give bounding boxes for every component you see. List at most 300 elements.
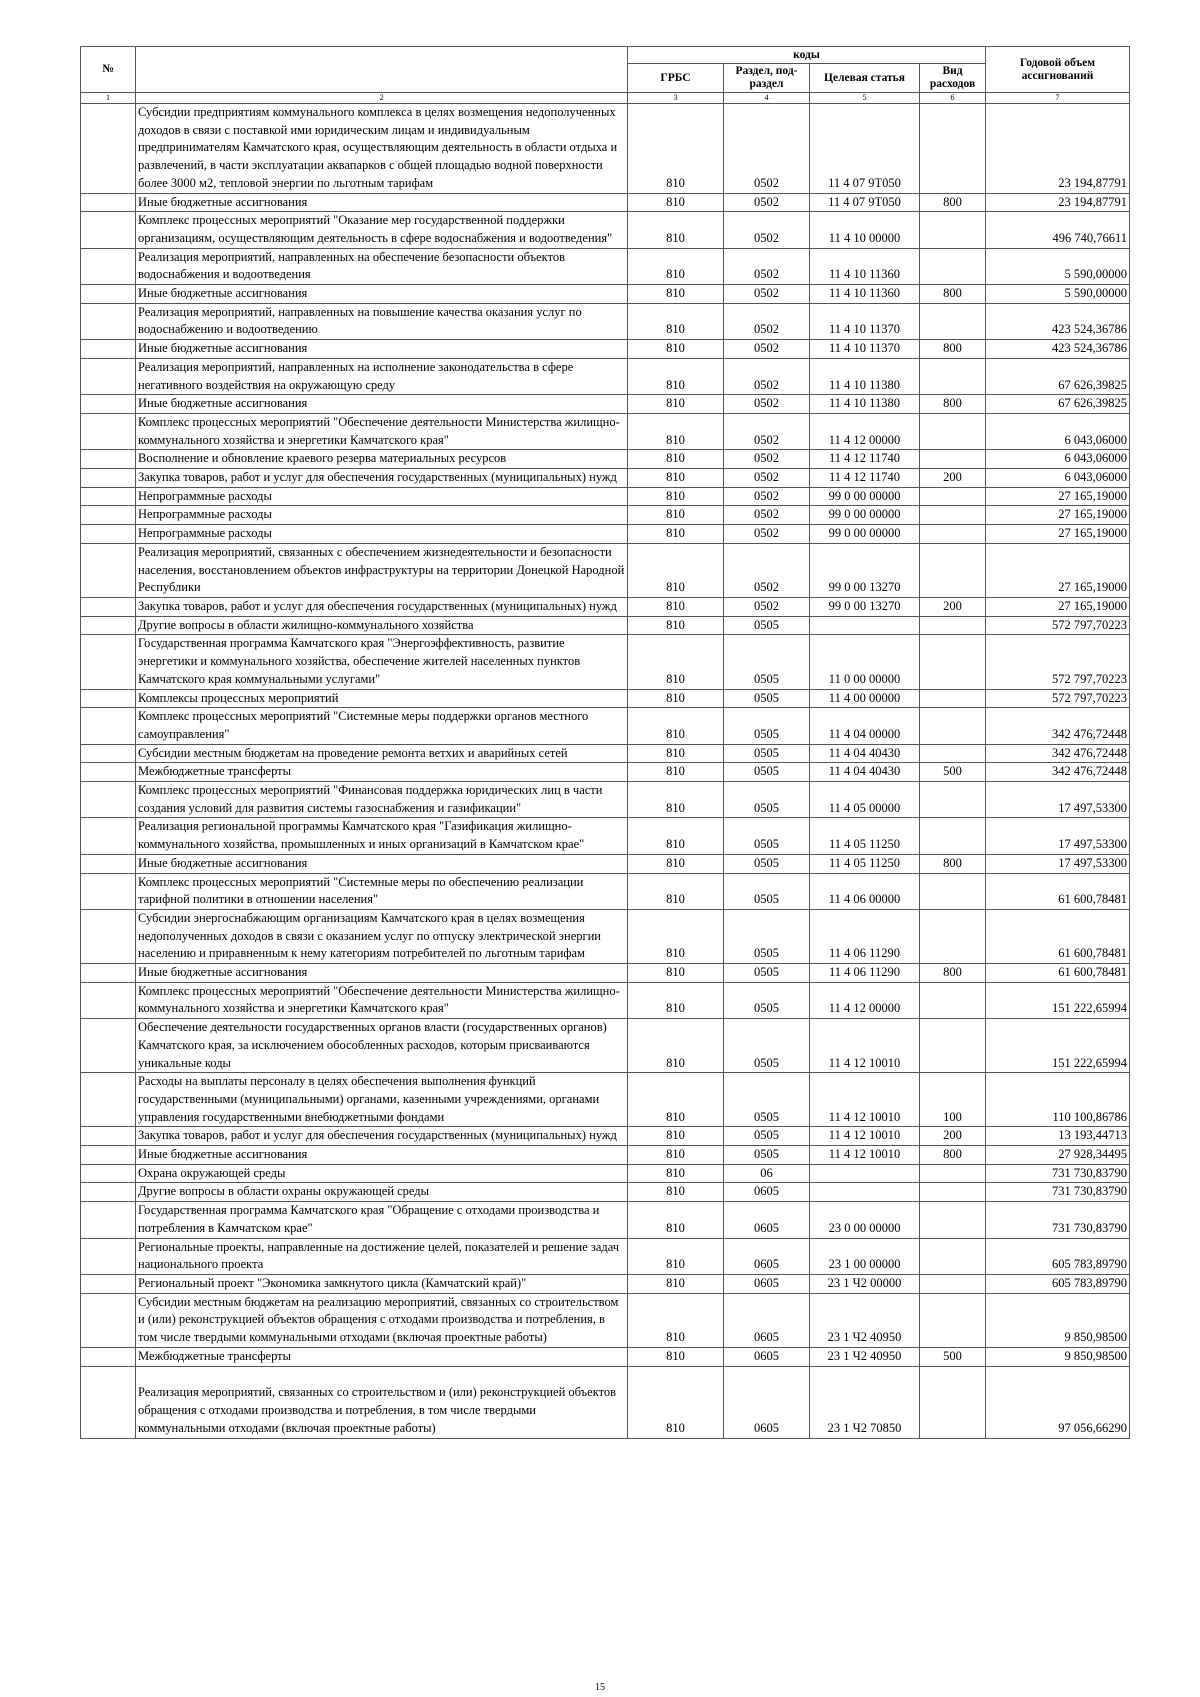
colnum-4: 4 <box>724 93 810 104</box>
cell-volume: 27 165,19000 <box>986 525 1130 544</box>
cell-razdel: 0502 <box>724 450 810 469</box>
cell-number <box>81 469 136 488</box>
cell-number <box>81 873 136 909</box>
table-row <box>81 873 1130 909</box>
cell-razdel: 0502 <box>724 358 810 394</box>
cell-vid <box>920 982 986 1018</box>
cell-celevaya: 99 0 00 00000 <box>810 506 920 525</box>
cell-volume: 9 850,98500 <box>986 1293 1130 1347</box>
colnum-7: 7 <box>986 93 1130 104</box>
cell-volume: 27 928,34495 <box>986 1146 1130 1165</box>
cell-grbs: 810 <box>628 340 724 359</box>
cell-grbs: 810 <box>628 248 724 284</box>
header-vid: Вид расходов <box>920 64 986 93</box>
cell-celevaya: 11 4 05 00000 <box>810 782 920 818</box>
cell-vid <box>920 1019 986 1073</box>
cell-celevaya: 99 0 00 13270 <box>810 543 920 597</box>
cell-name: Непрограммные расходы <box>136 506 628 525</box>
table-row <box>81 708 1130 744</box>
cell-number <box>81 525 136 544</box>
cell-volume: 17 497,53300 <box>986 818 1130 854</box>
cell-celevaya: 99 0 00 00000 <box>810 487 920 506</box>
cell-name: Восполнение и обновление краевого резерва материальных ресурсов <box>136 450 628 469</box>
cell-volume: 731 730,83790 <box>986 1164 1130 1183</box>
cell-name: Иные бюджетные ассигнования <box>136 854 628 873</box>
cell-vid <box>920 487 986 506</box>
cell-razdel: 0605 <box>724 1238 810 1274</box>
cell-volume: 27 165,19000 <box>986 487 1130 506</box>
table-row <box>81 763 1130 782</box>
cell-vid <box>920 635 986 689</box>
cell-celevaya: 11 4 12 10010 <box>810 1127 920 1146</box>
cell-razdel: 0502 <box>724 248 810 284</box>
cell-vid <box>920 873 986 909</box>
cell-grbs: 810 <box>628 487 724 506</box>
cell-razdel: 0505 <box>724 982 810 1018</box>
cell-volume: 572 797,70223 <box>986 689 1130 708</box>
cell-name: Расходы на выплаты персоналу в целях обеспечения выполнения функций государственными (муниципальными) органами, казенными учреждениями, органами управления государственными внебюджетными фондами <box>136 1073 628 1127</box>
cell-razdel: 0505 <box>724 1127 810 1146</box>
header-grbs: ГРБС <box>628 64 724 93</box>
cell-vid <box>920 248 986 284</box>
table-row <box>81 1202 1130 1238</box>
header-name <box>136 47 628 93</box>
table-row <box>81 193 1130 212</box>
cell-volume: 423 524,36786 <box>986 340 1130 359</box>
cell-vid <box>920 1183 986 1202</box>
table-row <box>81 616 1130 635</box>
cell-number <box>81 1164 136 1183</box>
cell-grbs: 810 <box>628 597 724 616</box>
cell-celevaya <box>810 1183 920 1202</box>
cell-vid <box>920 1202 986 1238</box>
table-row <box>81 635 1130 689</box>
cell-celevaya: 11 4 12 10010 <box>810 1146 920 1165</box>
cell-name: Комплекс процессных мероприятий "Обеспечение деятельности Министерства жилищно-коммунального хозяйства и энергетики Камчатского края" <box>136 982 628 1018</box>
cell-grbs: 810 <box>628 395 724 414</box>
cell-celevaya: 11 4 06 11290 <box>810 909 920 963</box>
cell-vid: 500 <box>920 763 986 782</box>
cell-celevaya: 11 4 07 9Т050 <box>810 104 920 194</box>
cell-name: Реализация мероприятий, связанных со строительством и (или) реконструкцией объектов обращения с отходами производства и потребления, в том числе твердыми коммунальными отходами (включая проектные работы) <box>136 1366 628 1438</box>
cell-grbs: 810 <box>628 782 724 818</box>
header-razdel: Раздел, под-раздел <box>724 64 810 93</box>
cell-name: Иные бюджетные ассигнования <box>136 340 628 359</box>
cell-grbs: 810 <box>628 285 724 304</box>
cell-number <box>81 506 136 525</box>
cell-razdel: 0505 <box>724 708 810 744</box>
cell-number <box>81 1366 136 1438</box>
cell-volume: 151 222,65994 <box>986 1019 1130 1073</box>
cell-celevaya: 11 4 04 40430 <box>810 744 920 763</box>
cell-volume: 27 165,19000 <box>986 543 1130 597</box>
cell-volume: 151 222,65994 <box>986 982 1130 1018</box>
cell-name: Реализация мероприятий, направленных на повышение качества оказания услуг по водоснабжению и водоотведению <box>136 303 628 339</box>
cell-razdel: 0605 <box>724 1202 810 1238</box>
cell-number <box>81 782 136 818</box>
cell-celevaya: 23 1 Ч2 40950 <box>810 1347 920 1366</box>
cell-number <box>81 616 136 635</box>
cell-grbs: 810 <box>628 525 724 544</box>
table-row <box>81 506 1130 525</box>
cell-vid: 200 <box>920 469 986 488</box>
cell-name: Иные бюджетные ассигнования <box>136 964 628 983</box>
table-row <box>81 818 1130 854</box>
cell-grbs: 810 <box>628 104 724 194</box>
cell-number <box>81 982 136 1018</box>
cell-number <box>81 1238 136 1274</box>
cell-name: Реализация мероприятий, направленных на исполнение законодательства в сфере негативного воздействия на окружающую среду <box>136 358 628 394</box>
cell-volume: 496 740,76611 <box>986 212 1130 248</box>
table-row <box>81 782 1130 818</box>
cell-vid: 200 <box>920 1127 986 1146</box>
cell-grbs: 810 <box>628 212 724 248</box>
cell-razdel: 0605 <box>724 1275 810 1294</box>
cell-grbs: 810 <box>628 1347 724 1366</box>
table-row <box>81 248 1130 284</box>
cell-razdel: 0605 <box>724 1366 810 1438</box>
cell-grbs: 810 <box>628 469 724 488</box>
table-body <box>81 104 1130 1439</box>
cell-razdel: 06 <box>724 1164 810 1183</box>
cell-name: Закупка товаров, работ и услуг для обеспечения государственных (муниципальных) нужд <box>136 597 628 616</box>
cell-volume: 6 043,06000 <box>986 450 1130 469</box>
cell-razdel: 0505 <box>724 1019 810 1073</box>
cell-celevaya: 11 4 10 00000 <box>810 212 920 248</box>
cell-razdel: 0502 <box>724 212 810 248</box>
cell-celevaya: 11 4 04 40430 <box>810 763 920 782</box>
cell-vid: 800 <box>920 854 986 873</box>
cell-vid <box>920 104 986 194</box>
cell-number <box>81 635 136 689</box>
cell-vid: 800 <box>920 395 986 414</box>
cell-vid <box>920 1275 986 1294</box>
cell-celevaya: 11 4 10 11360 <box>810 248 920 284</box>
cell-celevaya: 11 4 10 11380 <box>810 358 920 394</box>
cell-grbs: 810 <box>628 1019 724 1073</box>
cell-grbs: 810 <box>628 413 724 449</box>
cell-grbs: 810 <box>628 1164 724 1183</box>
cell-number <box>81 1347 136 1366</box>
table-row <box>81 964 1130 983</box>
cell-volume: 61 600,78481 <box>986 964 1130 983</box>
cell-volume: 731 730,83790 <box>986 1183 1130 1202</box>
header-codes: коды <box>628 47 986 64</box>
cell-grbs: 810 <box>628 689 724 708</box>
cell-vid: 800 <box>920 964 986 983</box>
cell-razdel: 0505 <box>724 818 810 854</box>
cell-razdel: 0502 <box>724 506 810 525</box>
cell-grbs: 810 <box>628 1366 724 1438</box>
colnum-6: 6 <box>920 93 986 104</box>
cell-grbs: 810 <box>628 909 724 963</box>
cell-vid <box>920 450 986 469</box>
cell-razdel: 0502 <box>724 525 810 544</box>
cell-grbs: 810 <box>628 1238 724 1274</box>
cell-vid <box>920 543 986 597</box>
cell-name: Закупка товаров, работ и услуг для обеспечения государственных (муниципальных) нужд <box>136 1127 628 1146</box>
table-row <box>81 413 1130 449</box>
cell-vid: 100 <box>920 1073 986 1127</box>
cell-celevaya: 23 1 00 00000 <box>810 1238 920 1274</box>
cell-razdel: 0502 <box>724 487 810 506</box>
cell-volume: 342 476,72448 <box>986 744 1130 763</box>
cell-celevaya: 23 1 Ч2 00000 <box>810 1275 920 1294</box>
cell-razdel: 0502 <box>724 543 810 597</box>
cell-vid <box>920 358 986 394</box>
cell-vid: 500 <box>920 1347 986 1366</box>
cell-volume: 23 194,87791 <box>986 104 1130 194</box>
cell-name: Обеспечение деятельности государственных органов власти (государственных органов) Камчатского края, за исключением обособленных расходов, которым присваиваются уникальные коды <box>136 1019 628 1073</box>
cell-name: Реализация региональной программы Камчатского края "Газификация жилищно-коммунального хозяйства, промышленных и иных организаций в Камчатском крае" <box>136 818 628 854</box>
cell-vid: 200 <box>920 597 986 616</box>
cell-number <box>81 193 136 212</box>
cell-number <box>81 1202 136 1238</box>
cell-number <box>81 212 136 248</box>
colnum-3: 3 <box>628 93 724 104</box>
cell-volume: 605 783,89790 <box>986 1238 1130 1274</box>
cell-volume: 27 165,19000 <box>986 506 1130 525</box>
cell-grbs: 810 <box>628 1183 724 1202</box>
colnum-1: 1 <box>81 93 136 104</box>
cell-razdel: 0505 <box>724 635 810 689</box>
cell-volume: 6 043,06000 <box>986 469 1130 488</box>
cell-razdel: 0505 <box>724 689 810 708</box>
cell-grbs: 810 <box>628 1146 724 1165</box>
cell-razdel: 0605 <box>724 1293 810 1347</box>
cell-number <box>81 763 136 782</box>
cell-grbs: 810 <box>628 873 724 909</box>
cell-number <box>81 285 136 304</box>
cell-vid <box>920 525 986 544</box>
cell-celevaya <box>810 1164 920 1183</box>
cell-number <box>81 1146 136 1165</box>
cell-grbs: 810 <box>628 818 724 854</box>
cell-volume: 5 590,00000 <box>986 285 1130 304</box>
cell-celevaya: 23 0 00 00000 <box>810 1202 920 1238</box>
cell-number <box>81 909 136 963</box>
cell-razdel: 0605 <box>724 1347 810 1366</box>
cell-vid <box>920 1238 986 1274</box>
cell-name: Другие вопросы в области жилищно-коммунального хозяйства <box>136 616 628 635</box>
cell-grbs: 810 <box>628 450 724 469</box>
cell-vid: 800 <box>920 193 986 212</box>
cell-celevaya: 11 4 12 00000 <box>810 413 920 449</box>
table-row <box>81 1127 1130 1146</box>
cell-volume: 17 497,53300 <box>986 782 1130 818</box>
cell-grbs: 810 <box>628 616 724 635</box>
cell-volume: 61 600,78481 <box>986 909 1130 963</box>
cell-volume: 572 797,70223 <box>986 616 1130 635</box>
table-row <box>81 744 1130 763</box>
cell-number <box>81 303 136 339</box>
cell-vid <box>920 744 986 763</box>
cell-volume: 27 165,19000 <box>986 597 1130 616</box>
cell-razdel: 0502 <box>724 193 810 212</box>
cell-grbs: 810 <box>628 193 724 212</box>
cell-name: Субсидии энергоснабжающим организациям Камчатского края в целях возмещения недополученных доходов в связи с оказанием услуг по отпуску электрической энергии населению и приравненным к нему категориям потребителей по льготным тарифам <box>136 909 628 963</box>
cell-celevaya: 99 0 00 00000 <box>810 525 920 544</box>
cell-volume: 97 056,66290 <box>986 1366 1130 1438</box>
cell-celevaya: 11 4 12 11740 <box>810 450 920 469</box>
cell-grbs: 810 <box>628 1293 724 1347</box>
table-row <box>81 450 1130 469</box>
table-row <box>81 1183 1130 1202</box>
header-volume: Годовой объем ассигнований <box>986 47 1130 93</box>
cell-volume: 67 626,39825 <box>986 395 1130 414</box>
cell-vid <box>920 1164 986 1183</box>
cell-name: Региональные проекты, направленные на достижение целей, показателей и решение задач национального проекта <box>136 1238 628 1274</box>
cell-razdel: 0505 <box>724 616 810 635</box>
cell-razdel: 0502 <box>724 413 810 449</box>
cell-razdel: 0502 <box>724 340 810 359</box>
cell-volume: 572 797,70223 <box>986 635 1130 689</box>
cell-name: Другие вопросы в области охраны окружающей среды <box>136 1183 628 1202</box>
page-number: 15 <box>595 1682 605 1693</box>
cell-vid: 800 <box>920 340 986 359</box>
cell-razdel: 0505 <box>724 873 810 909</box>
table-row <box>81 1146 1130 1165</box>
cell-name: Иные бюджетные ассигнования <box>136 285 628 304</box>
cell-name: Иные бюджетные ассигнования <box>136 1146 628 1165</box>
cell-celevaya: 99 0 00 13270 <box>810 597 920 616</box>
budget-table <box>80 46 1130 1439</box>
cell-volume: 17 497,53300 <box>986 854 1130 873</box>
cell-grbs: 810 <box>628 982 724 1018</box>
table-row <box>81 303 1130 339</box>
cell-celevaya: 11 4 04 00000 <box>810 708 920 744</box>
cell-razdel: 0502 <box>724 303 810 339</box>
colnum-5: 5 <box>810 93 920 104</box>
cell-vid <box>920 782 986 818</box>
cell-number <box>81 104 136 194</box>
cell-name: Охрана окружающей среды <box>136 1164 628 1183</box>
cell-vid <box>920 689 986 708</box>
cell-number <box>81 708 136 744</box>
cell-vid <box>920 909 986 963</box>
cell-name: Субсидии местным бюджетам на реализацию мероприятий, связанных со строительством и (или) реконструкцией объектов обращения с отходами производства и потребления, в том числе твердыми коммунальными отходами (включая проектные работы) <box>136 1293 628 1347</box>
cell-celevaya: 11 4 06 00000 <box>810 873 920 909</box>
cell-name: Непрограммные расходы <box>136 525 628 544</box>
cell-name: Непрограммные расходы <box>136 487 628 506</box>
cell-name: Комплекс процессных мероприятий "Системные меры по обеспечению реализации тарифной политики в отношении населения" <box>136 873 628 909</box>
cell-number <box>81 487 136 506</box>
cell-number <box>81 1183 136 1202</box>
table-row <box>81 395 1130 414</box>
cell-razdel: 0505 <box>724 964 810 983</box>
cell-razdel: 0505 <box>724 854 810 873</box>
cell-name: Реализация мероприятий, связанных с обеспечением жизнедеятельности и безопасности населения, восстановлением объектов инфраструктуры на территории Донецкой Народной Республики <box>136 543 628 597</box>
cell-vid <box>920 818 986 854</box>
cell-number <box>81 964 136 983</box>
table-row <box>81 358 1130 394</box>
cell-volume: 5 590,00000 <box>986 248 1130 284</box>
cell-razdel: 0502 <box>724 285 810 304</box>
cell-volume: 6 043,06000 <box>986 413 1130 449</box>
table-row <box>81 1366 1130 1438</box>
table-row <box>81 982 1130 1018</box>
cell-name: Комплексы процессных мероприятий <box>136 689 628 708</box>
cell-celevaya: 11 4 12 00000 <box>810 982 920 1018</box>
cell-grbs: 810 <box>628 506 724 525</box>
table-row <box>81 1073 1130 1127</box>
cell-razdel: 0505 <box>724 1146 810 1165</box>
cell-grbs: 810 <box>628 635 724 689</box>
cell-volume: 67 626,39825 <box>986 358 1130 394</box>
cell-celevaya: 11 4 10 11370 <box>810 303 920 339</box>
cell-celevaya: 11 4 05 11250 <box>810 818 920 854</box>
cell-number <box>81 1019 136 1073</box>
header-number: № <box>81 47 136 93</box>
cell-vid <box>920 212 986 248</box>
cell-volume: 23 194,87791 <box>986 193 1130 212</box>
cell-name: Межбюджетные трансферты <box>136 763 628 782</box>
cell-volume: 61 600,78481 <box>986 873 1130 909</box>
cell-grbs: 810 <box>628 964 724 983</box>
cell-number <box>81 450 136 469</box>
table-row <box>81 469 1130 488</box>
cell-number <box>81 689 136 708</box>
cell-grbs: 810 <box>628 1127 724 1146</box>
cell-vid <box>920 506 986 525</box>
cell-grbs: 810 <box>628 1202 724 1238</box>
cell-name: Субсидии местным бюджетам на проведение ремонта ветхих и аварийных сетей <box>136 744 628 763</box>
cell-celevaya: 11 4 07 9Т050 <box>810 193 920 212</box>
cell-volume: 423 524,36786 <box>986 303 1130 339</box>
cell-number <box>81 358 136 394</box>
cell-number <box>81 818 136 854</box>
cell-celevaya: 11 4 00 00000 <box>810 689 920 708</box>
cell-vid <box>920 616 986 635</box>
table-row <box>81 1347 1130 1366</box>
cell-volume: 13 193,44713 <box>986 1127 1130 1146</box>
cell-razdel: 0505 <box>724 909 810 963</box>
table-row <box>81 597 1130 616</box>
cell-name: Комплекс процессных мероприятий "Системные меры поддержки органов местного самоуправления" <box>136 708 628 744</box>
cell-number <box>81 854 136 873</box>
cell-number <box>81 744 136 763</box>
table-row <box>81 909 1130 963</box>
cell-vid <box>920 708 986 744</box>
cell-grbs: 810 <box>628 358 724 394</box>
cell-volume: 731 730,83790 <box>986 1202 1130 1238</box>
cell-grbs: 810 <box>628 763 724 782</box>
table-row <box>81 1019 1130 1073</box>
cell-grbs: 810 <box>628 744 724 763</box>
cell-name: Закупка товаров, работ и услуг для обеспечения государственных (муниципальных) нужд <box>136 469 628 488</box>
cell-vid: 800 <box>920 1146 986 1165</box>
cell-razdel: 0502 <box>724 395 810 414</box>
table-row <box>81 340 1130 359</box>
cell-name: Комплекс процессных мероприятий "Обеспечение деятельности Министерства жилищно-коммунального хозяйства и энергетики Камчатского края" <box>136 413 628 449</box>
table-row <box>81 1275 1130 1294</box>
cell-volume: 605 783,89790 <box>986 1275 1130 1294</box>
cell-celevaya: 11 4 10 11380 <box>810 395 920 414</box>
cell-volume: 342 476,72448 <box>986 763 1130 782</box>
cell-number <box>81 1293 136 1347</box>
cell-razdel: 0502 <box>724 104 810 194</box>
cell-number <box>81 1127 136 1146</box>
cell-razdel: 0502 <box>724 597 810 616</box>
cell-number <box>81 597 136 616</box>
cell-razdel: 0502 <box>724 469 810 488</box>
cell-vid <box>920 1293 986 1347</box>
cell-grbs: 810 <box>628 303 724 339</box>
cell-celevaya: 11 4 10 11370 <box>810 340 920 359</box>
cell-name: Иные бюджетные ассигнования <box>136 395 628 414</box>
cell-celevaya: 11 4 06 11290 <box>810 964 920 983</box>
cell-celevaya: 11 4 05 11250 <box>810 854 920 873</box>
